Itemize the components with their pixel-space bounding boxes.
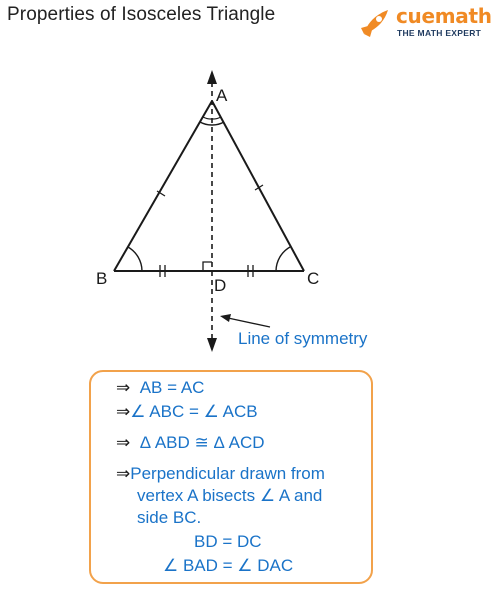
angle-arc-b bbox=[128, 247, 142, 271]
vertex-label-b: B bbox=[96, 269, 108, 288]
label-pointer-head bbox=[220, 314, 231, 322]
property-2: ⇒∠ ABC = ∠ ACB bbox=[116, 402, 258, 421]
angle-arc-c bbox=[276, 247, 290, 271]
angle-arc-a-right-2 bbox=[212, 117, 221, 119]
property-1: ⇒ AB = AC bbox=[116, 378, 205, 397]
symmetry-arrow-bottom bbox=[207, 338, 217, 352]
page-title: Properties of Isosceles Triangle bbox=[7, 4, 276, 25]
symmetry-label: Line of symmetry bbox=[238, 329, 368, 348]
property-4: ⇒Perpendicular drawn from bbox=[116, 464, 325, 483]
side-ab bbox=[114, 101, 212, 271]
angle-arc-a-right bbox=[212, 122, 224, 125]
property-5: BD = DC bbox=[194, 532, 262, 551]
label-pointer bbox=[228, 318, 270, 327]
logo-text: cuemath bbox=[396, 4, 492, 28]
property-3: ⇒ Δ ABD ≅ Δ ACD bbox=[116, 433, 265, 452]
symmetry-arrow-top bbox=[207, 70, 217, 84]
vertex-label-c: C bbox=[307, 269, 320, 288]
property-4-line-2: vertex A bisects ∠ A and bbox=[137, 486, 323, 505]
angle-arc-a-left-2 bbox=[203, 117, 212, 119]
property-4-line-3: side BC. bbox=[137, 508, 202, 527]
angle-arc-a-left bbox=[200, 122, 212, 125]
side-ac bbox=[212, 101, 304, 271]
vertex-label-a: A bbox=[216, 86, 228, 105]
right-angle-mark bbox=[203, 262, 212, 271]
property-6: ∠ BAD = ∠ DAC bbox=[163, 556, 294, 575]
vertex-label-d: D bbox=[214, 276, 227, 295]
logo-tagline: THE MATH EXPERT bbox=[397, 28, 482, 38]
